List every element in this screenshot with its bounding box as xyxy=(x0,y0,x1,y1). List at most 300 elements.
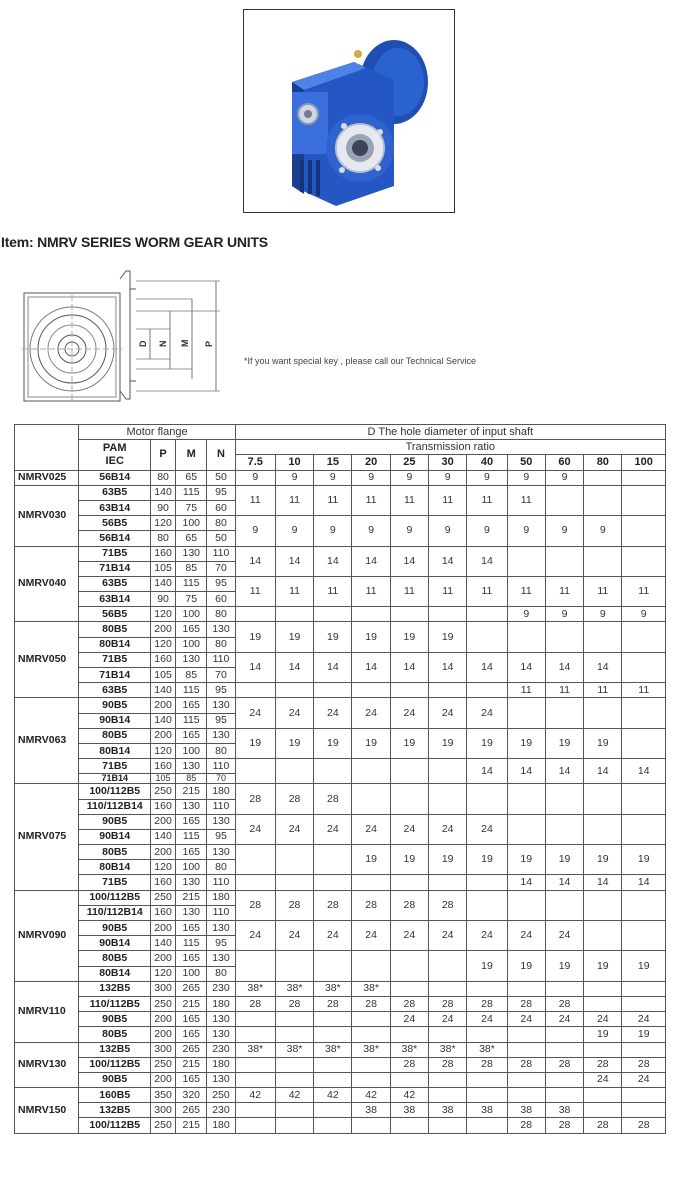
hole-diameter-cell xyxy=(352,951,390,981)
iec-cell: 63B14 xyxy=(79,500,151,515)
hole-diameter-cell xyxy=(235,1012,275,1027)
hole-diameter-cell xyxy=(275,875,313,890)
hole-diameter-cell: 38 xyxy=(545,1103,583,1118)
hole-diameter-cell xyxy=(352,1057,390,1072)
hole-diameter-cell: 9 xyxy=(390,516,428,546)
hole-diameter-cell xyxy=(545,622,583,652)
hole-diameter-cell: 24 xyxy=(390,814,428,844)
hole-diameter-cell xyxy=(545,1072,583,1087)
n-cell: 70 xyxy=(207,668,235,683)
hole-diameter-cell xyxy=(352,683,390,698)
m-cell: 165 xyxy=(176,622,207,637)
hole-diameter-cell: 9 xyxy=(545,607,583,622)
hole-diameter-cell: 24 xyxy=(429,1012,467,1027)
pam-iec-header xyxy=(79,440,151,470)
hole-diameter-cell: 14 xyxy=(584,759,622,784)
model-cell: NMRV090 xyxy=(15,890,79,981)
hole-diameter-cell: 14 xyxy=(507,652,545,682)
hole-diameter-cell xyxy=(507,814,545,844)
hole-diameter-cell: 24 xyxy=(314,814,352,844)
n-cell: 230 xyxy=(207,1103,235,1118)
hole-diameter-cell: 28 xyxy=(390,1057,428,1072)
hole-diameter-cell xyxy=(507,1088,545,1103)
iec-cell: 80B14 xyxy=(79,637,151,652)
hole-diameter-cell: 11 xyxy=(467,485,507,515)
ratio-header-cell: 25 xyxy=(390,455,428,470)
hole-diameter-cell xyxy=(584,1088,622,1103)
model-cell: NMRV025 xyxy=(15,470,79,485)
hole-diameter-cell xyxy=(235,607,275,622)
n-cell: 110 xyxy=(207,652,235,667)
table-row xyxy=(15,622,666,637)
hole-diameter-cell: 19 xyxy=(584,728,622,758)
hole-diameter-cell xyxy=(275,1027,313,1042)
hole-diameter-cell xyxy=(352,784,390,814)
hole-diameter-cell: 24 xyxy=(275,698,313,728)
table-row xyxy=(15,470,666,485)
hole-diameter-cell: 14 xyxy=(314,546,352,576)
table-row xyxy=(15,1103,666,1118)
hole-diameter-cell: 14 xyxy=(545,652,583,682)
hole-diameter-cell: 24 xyxy=(390,1012,428,1027)
p-cell: 160 xyxy=(150,546,175,561)
table-row xyxy=(15,698,666,713)
hole-diameter-cell: 19 xyxy=(622,1027,666,1042)
hole-diameter-cell: 11 xyxy=(545,683,583,698)
hole-diameter-cell: 24 xyxy=(467,814,507,844)
hole-diameter-cell: 9 xyxy=(622,607,666,622)
hole-diameter-cell: 19 xyxy=(507,845,545,875)
hole-diameter-cell xyxy=(314,759,352,784)
n-cell: 80 xyxy=(207,607,235,622)
n-cell: 230 xyxy=(207,981,235,996)
hole-diameter-cell: 9 xyxy=(429,470,467,485)
hole-diameter-cell: 11 xyxy=(584,683,622,698)
model-cell: NMRV063 xyxy=(15,698,79,784)
m-cell: 165 xyxy=(176,814,207,829)
hole-diameter-cell xyxy=(235,1027,275,1042)
hole-diameter-cell xyxy=(584,996,622,1011)
table-row xyxy=(15,981,666,996)
hole-diameter-cell xyxy=(390,951,428,981)
hole-diameter-cell xyxy=(390,1072,428,1087)
hole-diameter-cell: 24 xyxy=(390,698,428,728)
m-cell: 165 xyxy=(176,1027,207,1042)
hole-diameter-cell xyxy=(429,1027,467,1042)
n-cell: 80 xyxy=(207,860,235,875)
item-title: Item: NMRV SERIES WORM GEAR UNITS xyxy=(1,234,268,250)
iec-cell: 110/112B5 xyxy=(79,996,151,1011)
hole-diameter-cell xyxy=(622,470,666,485)
table-row xyxy=(15,683,666,698)
hole-diameter-cell: 28 xyxy=(622,1118,666,1133)
iec-cell: 90B5 xyxy=(79,698,151,713)
hole-diameter-cell: 11 xyxy=(390,576,428,606)
hole-diameter-cell: 11 xyxy=(235,485,275,515)
hole-diameter-cell xyxy=(622,698,666,728)
n-cell: 130 xyxy=(207,951,235,966)
hole-diameter-cell: 28 xyxy=(507,1057,545,1072)
hole-diameter-cell: 24 xyxy=(235,814,275,844)
hole-diameter-cell: 28 xyxy=(390,890,428,920)
hole-diameter-cell: 38* xyxy=(275,1042,313,1057)
hole-diameter-cell xyxy=(429,784,467,814)
iec-cell: 100/112B5 xyxy=(79,890,151,905)
hole-diameter-cell: 24 xyxy=(275,814,313,844)
hole-diameter-cell xyxy=(429,875,467,890)
hole-diameter-header: D The hole diameter of input shaft xyxy=(235,425,665,440)
hole-diameter-cell xyxy=(622,485,666,515)
hole-diameter-cell: 14 xyxy=(467,652,507,682)
hole-diameter-cell: 9 xyxy=(584,607,622,622)
hole-diameter-cell: 14 xyxy=(507,759,545,784)
hole-diameter-cell xyxy=(622,996,666,1011)
hole-diameter-cell xyxy=(507,622,545,652)
p-cell: 300 xyxy=(150,1103,175,1118)
p-cell: 300 xyxy=(150,1042,175,1057)
hole-diameter-cell xyxy=(507,1072,545,1087)
hole-diameter-cell xyxy=(275,759,313,784)
hole-diameter-cell: 24 xyxy=(584,1012,622,1027)
hole-diameter-cell: 28 xyxy=(314,996,352,1011)
hole-diameter-cell xyxy=(352,607,390,622)
m-cell: 85 xyxy=(176,668,207,683)
ratio-header-cell: 10 xyxy=(275,455,313,470)
table-row xyxy=(15,759,666,774)
hole-diameter-cell: 11 xyxy=(314,485,352,515)
n-cell: 180 xyxy=(207,1057,235,1072)
hole-diameter-cell xyxy=(545,981,583,996)
p-cell: 200 xyxy=(150,622,175,637)
iec-cell: 71B5 xyxy=(79,652,151,667)
n-cell: 50 xyxy=(207,531,235,546)
m-cell: 85 xyxy=(176,774,207,784)
hole-diameter-cell xyxy=(622,546,666,576)
p-cell: 200 xyxy=(150,1072,175,1087)
hole-diameter-cell: 28 xyxy=(275,784,313,814)
dim-label-n: N xyxy=(158,340,168,347)
n-cell: 130 xyxy=(207,728,235,743)
hole-diameter-cell: 19 xyxy=(545,845,583,875)
hole-diameter-cell: 42 xyxy=(352,1088,390,1103)
hole-diameter-cell xyxy=(314,1103,352,1118)
hole-diameter-cell: 11 xyxy=(622,683,666,698)
hole-diameter-cell: 28 xyxy=(235,996,275,1011)
hole-diameter-cell: 19 xyxy=(584,1027,622,1042)
hole-diameter-cell xyxy=(314,1012,352,1027)
hole-diameter-cell xyxy=(584,1042,622,1057)
hole-diameter-cell xyxy=(467,607,507,622)
n-cell: 80 xyxy=(207,516,235,531)
hole-diameter-cell: 11 xyxy=(429,576,467,606)
hole-diameter-cell xyxy=(235,1118,275,1133)
ratio-header-cell: 80 xyxy=(584,455,622,470)
hole-diameter-cell: 19 xyxy=(390,845,428,875)
iec-cell: 80B5 xyxy=(79,951,151,966)
hole-diameter-cell: 19 xyxy=(584,951,622,981)
ratio-header-cell: 40 xyxy=(467,455,507,470)
product-image xyxy=(243,9,455,213)
hole-diameter-cell: 14 xyxy=(467,759,507,784)
hole-diameter-cell: 28 xyxy=(429,996,467,1011)
hole-diameter-cell: 38* xyxy=(467,1042,507,1057)
hole-diameter-cell: 19 xyxy=(275,728,313,758)
iec-cell: 132B5 xyxy=(79,1042,151,1057)
n-cell: 130 xyxy=(207,1027,235,1042)
hole-diameter-cell: 38 xyxy=(507,1103,545,1118)
motor-flange-header: Motor flange xyxy=(79,425,235,440)
m-cell: 100 xyxy=(176,966,207,981)
hole-diameter-cell xyxy=(390,759,428,784)
table-row xyxy=(15,1027,666,1042)
n-cell: 80 xyxy=(207,966,235,981)
hole-diameter-cell xyxy=(429,683,467,698)
hole-diameter-cell xyxy=(467,875,507,890)
p-cell: 120 xyxy=(150,637,175,652)
hole-diameter-cell xyxy=(275,1012,313,1027)
hole-diameter-cell xyxy=(275,607,313,622)
hole-diameter-cell xyxy=(352,1118,390,1133)
ratio-header-cell: 60 xyxy=(545,455,583,470)
n-cell: 95 xyxy=(207,683,235,698)
iec-cell: 80B5 xyxy=(79,728,151,743)
hole-diameter-cell: 14 xyxy=(352,546,390,576)
table-row xyxy=(15,546,666,561)
hole-diameter-cell xyxy=(390,1118,428,1133)
hole-diameter-cell: 19 xyxy=(352,622,390,652)
m-cell: 115 xyxy=(176,713,207,728)
hole-diameter-cell: 14 xyxy=(545,759,583,784)
hole-diameter-cell xyxy=(390,784,428,814)
iec-cell: 80B14 xyxy=(79,743,151,758)
hole-diameter-cell xyxy=(314,951,352,981)
n-cell: 50 xyxy=(207,470,235,485)
hole-diameter-cell xyxy=(584,485,622,515)
iec-cell: 160B5 xyxy=(79,1088,151,1103)
hole-diameter-cell: 38* xyxy=(314,981,352,996)
p-cell: 200 xyxy=(150,698,175,713)
m-cell: 165 xyxy=(176,1072,207,1087)
hole-diameter-cell xyxy=(235,759,275,784)
p-cell: 80 xyxy=(150,531,175,546)
n-cell: 130 xyxy=(207,845,235,860)
hole-diameter-cell: 28 xyxy=(235,784,275,814)
hole-diameter-cell: 9 xyxy=(507,516,545,546)
m-cell: 215 xyxy=(176,1118,207,1133)
hole-diameter-cell: 24 xyxy=(545,1012,583,1027)
hole-diameter-cell: 19 xyxy=(507,728,545,758)
m-cell: 115 xyxy=(176,576,207,591)
hole-diameter-cell: 38* xyxy=(235,1042,275,1057)
hole-diameter-cell xyxy=(467,683,507,698)
m-cell: 215 xyxy=(176,890,207,905)
table-row xyxy=(15,516,666,531)
hole-diameter-cell: 19 xyxy=(235,622,275,652)
hole-diameter-cell: 14 xyxy=(507,875,545,890)
hole-diameter-cell xyxy=(507,981,545,996)
iec-cell: 56B14 xyxy=(79,531,151,546)
hole-diameter-cell: 19 xyxy=(314,728,352,758)
hole-diameter-cell xyxy=(390,981,428,996)
iec-cell: 90B5 xyxy=(79,1012,151,1027)
hole-diameter-cell: 24 xyxy=(507,921,545,951)
hole-diameter-cell xyxy=(314,683,352,698)
hole-diameter-cell: 19 xyxy=(467,845,507,875)
hole-diameter-cell xyxy=(235,1057,275,1072)
hole-diameter-cell xyxy=(275,683,313,698)
iec-cell: 80B5 xyxy=(79,622,151,637)
hole-diameter-cell xyxy=(584,981,622,996)
hole-diameter-cell: 11 xyxy=(390,485,428,515)
hole-diameter-cell: 24 xyxy=(467,921,507,951)
hole-diameter-cell xyxy=(314,607,352,622)
pam-label: PAM xyxy=(102,441,127,454)
hole-diameter-cell: 28 xyxy=(314,784,352,814)
hole-diameter-cell xyxy=(622,784,666,814)
hole-diameter-cell: 19 xyxy=(584,845,622,875)
p-cell: 160 xyxy=(150,759,175,774)
hole-diameter-cell xyxy=(390,1027,428,1042)
n-cell: 95 xyxy=(207,576,235,591)
dim-label-p: P xyxy=(204,340,214,347)
hole-diameter-cell xyxy=(545,698,583,728)
iec-cell: 90B5 xyxy=(79,814,151,829)
hole-diameter-cell: 24 xyxy=(622,1072,666,1087)
p-header: P xyxy=(150,440,175,470)
hole-diameter-cell xyxy=(314,845,352,875)
hole-diameter-cell xyxy=(467,784,507,814)
p-cell: 140 xyxy=(150,713,175,728)
hole-diameter-cell xyxy=(352,1012,390,1027)
p-cell: 160 xyxy=(150,875,175,890)
hole-diameter-cell: 24 xyxy=(467,1012,507,1027)
m-cell: 100 xyxy=(176,516,207,531)
hole-diameter-cell: 24 xyxy=(507,1012,545,1027)
hole-diameter-cell: 9 xyxy=(507,470,545,485)
iec-cell: 132B5 xyxy=(79,981,151,996)
iec-label: IEC xyxy=(105,454,124,467)
iec-cell: 71B5 xyxy=(79,875,151,890)
m-cell: 100 xyxy=(176,607,207,622)
hole-diameter-cell: 9 xyxy=(467,516,507,546)
hole-diameter-cell: 9 xyxy=(235,516,275,546)
hole-diameter-cell: 42 xyxy=(390,1088,428,1103)
hole-diameter-cell xyxy=(235,1103,275,1118)
hole-diameter-cell xyxy=(275,1118,313,1133)
n-cell: 130 xyxy=(207,921,235,936)
m-cell: 75 xyxy=(176,592,207,607)
hole-diameter-cell: 28 xyxy=(545,996,583,1011)
m-cell: 130 xyxy=(176,875,207,890)
hole-diameter-cell: 14 xyxy=(622,759,666,784)
table-row xyxy=(15,814,666,829)
n-cell: 110 xyxy=(207,875,235,890)
iec-cell: 56B14 xyxy=(79,470,151,485)
hole-diameter-cell: 38* xyxy=(390,1042,428,1057)
hole-diameter-cell: 11 xyxy=(507,485,545,515)
hole-diameter-cell: 28 xyxy=(275,890,313,920)
hole-diameter-cell: 11 xyxy=(352,485,390,515)
hole-diameter-cell xyxy=(584,470,622,485)
p-cell: 200 xyxy=(150,1027,175,1042)
hole-diameter-cell xyxy=(390,683,428,698)
hole-diameter-cell: 28 xyxy=(235,890,275,920)
m-cell: 75 xyxy=(176,500,207,515)
hole-diameter-cell: 11 xyxy=(507,683,545,698)
hole-diameter-cell: 9 xyxy=(314,470,352,485)
gearbox-photo-icon xyxy=(244,10,454,212)
hole-diameter-cell: 11 xyxy=(235,576,275,606)
table-row xyxy=(15,1057,666,1072)
n-cell: 130 xyxy=(207,698,235,713)
special-key-note: *If you want special key , please call our Technical Service xyxy=(244,356,476,366)
n-cell: 80 xyxy=(207,743,235,758)
hole-diameter-cell: 19 xyxy=(235,728,275,758)
iec-cell: 90B14 xyxy=(79,936,151,951)
m-cell: 100 xyxy=(176,743,207,758)
hole-diameter-cell: 19 xyxy=(352,845,390,875)
hole-diameter-cell: 24 xyxy=(429,698,467,728)
hole-diameter-cell: 14 xyxy=(429,652,467,682)
hole-diameter-cell xyxy=(314,875,352,890)
hole-diameter-cell xyxy=(584,1103,622,1118)
hole-diameter-cell: 19 xyxy=(467,728,507,758)
dim-label-d: D xyxy=(138,340,148,347)
hole-diameter-cell xyxy=(467,1118,507,1133)
hole-diameter-cell: 28 xyxy=(352,996,390,1011)
iec-cell: 80B14 xyxy=(79,860,151,875)
hole-diameter-cell: 11 xyxy=(507,576,545,606)
iec-cell: 80B5 xyxy=(79,1027,151,1042)
iec-cell: 90B14 xyxy=(79,713,151,728)
hole-diameter-cell: 28 xyxy=(429,1057,467,1072)
hole-diameter-cell xyxy=(235,1072,275,1087)
hole-diameter-cell xyxy=(275,1057,313,1072)
n-cell: 110 xyxy=(207,546,235,561)
hole-diameter-cell: 38* xyxy=(314,1042,352,1057)
m-cell: 215 xyxy=(176,784,207,799)
iec-cell: 132B5 xyxy=(79,1103,151,1118)
model-cell: NMRV040 xyxy=(15,546,79,622)
m-cell: 165 xyxy=(176,728,207,743)
hole-diameter-cell: 24 xyxy=(314,698,352,728)
hole-diameter-cell: 19 xyxy=(545,951,583,981)
table-row xyxy=(15,875,666,890)
n-cell: 130 xyxy=(207,622,235,637)
hole-diameter-cell: 24 xyxy=(352,698,390,728)
p-cell: 105 xyxy=(150,668,175,683)
hole-diameter-cell: 24 xyxy=(235,921,275,951)
n-cell: 180 xyxy=(207,996,235,1011)
hole-diameter-cell: 28 xyxy=(314,890,352,920)
p-cell: 80 xyxy=(150,470,175,485)
ratio-header-cell: 20 xyxy=(352,455,390,470)
hole-diameter-cell xyxy=(622,1042,666,1057)
hole-diameter-cell: 38* xyxy=(352,1042,390,1057)
p-cell: 160 xyxy=(150,652,175,667)
hole-diameter-cell xyxy=(352,1072,390,1087)
table-row xyxy=(15,1012,666,1027)
p-cell: 105 xyxy=(150,561,175,576)
iec-cell: 80B14 xyxy=(79,966,151,981)
table-row xyxy=(15,890,666,905)
n-cell: 130 xyxy=(207,1012,235,1027)
table-row xyxy=(15,652,666,667)
hole-diameter-cell: 9 xyxy=(545,516,583,546)
iec-cell: 110/112B14 xyxy=(79,799,151,814)
hole-diameter-cell xyxy=(314,1118,352,1133)
p-cell: 160 xyxy=(150,905,175,920)
